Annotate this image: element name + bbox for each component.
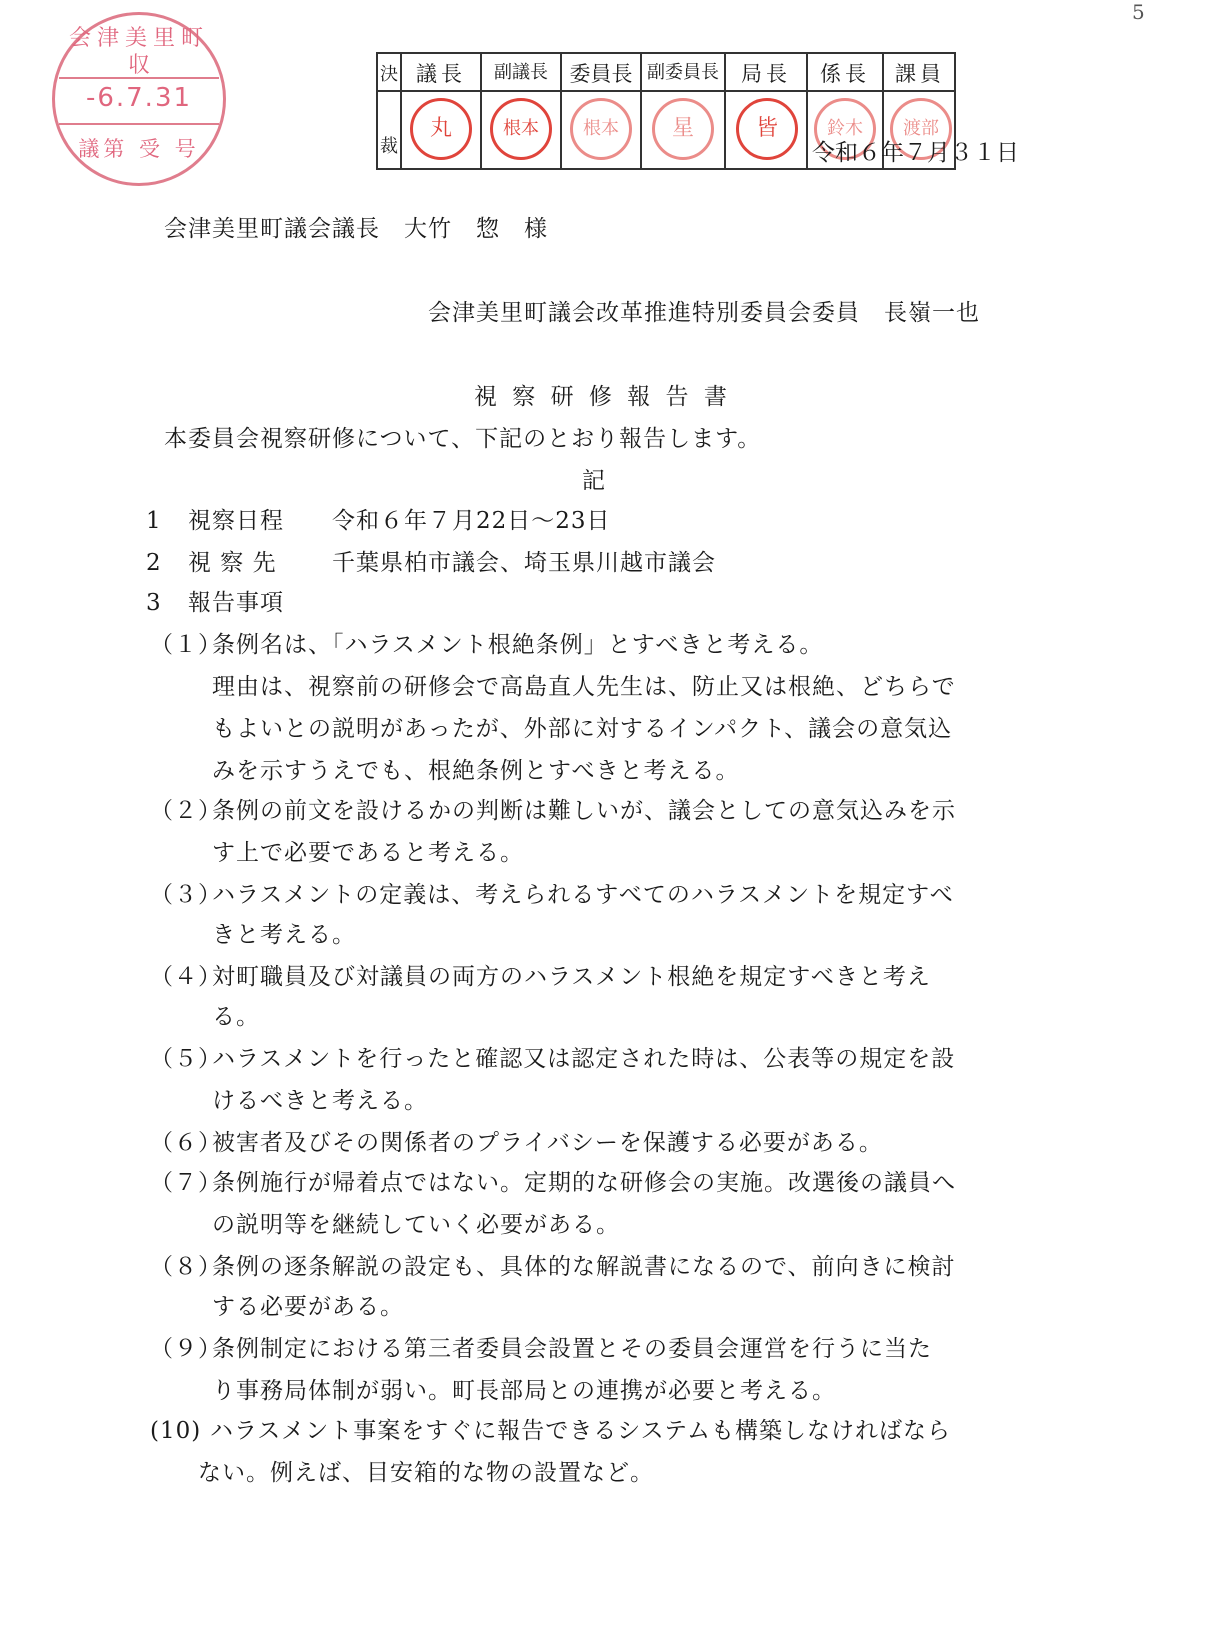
item-label: 視 察 先 <box>188 550 277 576</box>
report-line: る。 <box>212 1004 260 1030</box>
report-number: （８） <box>150 1254 222 1280</box>
report-line: ない。例えば、目安箱的な物の設置など。 <box>198 1460 654 1486</box>
report-line: り事務局体制が弱い。町長部局との連携が必要と考える。 <box>212 1378 836 1404</box>
item-number: 3 <box>146 590 162 616</box>
report-line: す上で必要であると考える。 <box>212 840 524 866</box>
report-line: けるべきと考える。 <box>212 1088 428 1114</box>
report-line: 条例施行が帰着点ではない。定期的な研修会の実施。改選後の議員へ <box>212 1170 956 1196</box>
item-number: 1 <box>146 508 162 534</box>
corner-page-mark: 5 <box>1132 0 1145 24</box>
ki-heading: 記 <box>582 468 606 494</box>
approval-col-fukuiincho <box>640 54 724 170</box>
intro-text: 本委員会視察研修について、下記のとおり報告します。 <box>164 426 762 452</box>
report-line: 条例の前文を設けるかの判断は難しいが、議会としての意気込みを示 <box>212 798 956 824</box>
report-line: の説明等を継続していく必要がある。 <box>212 1212 620 1238</box>
report-line: もよいとの説明があったが、外部に対するインパクト、議会の意気込 <box>212 716 953 742</box>
approval-side-top: 決 <box>380 64 398 85</box>
approval-seal: 渡部 <box>890 98 952 160</box>
report-line: 被害者及びその関係者のプライバシーを保護する必要がある。 <box>212 1130 883 1156</box>
approval-col-label: 係長 <box>820 62 870 86</box>
item-number: 2 <box>146 550 162 576</box>
addressee: 会津美里町議会議長 大竹 惣 様 <box>164 216 548 242</box>
approval-col-label: 局長 <box>741 62 791 86</box>
report-number: （６） <box>150 1130 222 1156</box>
approval-seal: 星 <box>652 98 714 160</box>
approval-seal: 鈴木 <box>814 98 876 160</box>
report-line: する必要がある。 <box>212 1294 404 1320</box>
approval-col-label: 課員 <box>895 62 945 86</box>
approval-col-fukugicho <box>480 54 560 170</box>
approval-side-bottom: 裁 <box>380 136 398 157</box>
report-number: （１） <box>150 632 222 658</box>
report-line: 対町職員及び対議員の両方のハラスメント根絶を規定すべきと考え <box>212 964 931 990</box>
approval-col-label: 副議長 <box>494 62 548 83</box>
report-line: 条例制定における第三者委員会設置とその委員会運営を行うに当た <box>212 1336 932 1362</box>
report-line: ハラスメントを行ったと確認又は認定された時は、公表等の規定を設 <box>212 1046 956 1072</box>
approval-col-gicho <box>400 54 480 170</box>
approval-seal: 皆 <box>736 98 798 160</box>
approval-col-kyokucho <box>724 54 806 170</box>
item-value: 令和６年７月22日～23日 <box>332 508 611 534</box>
document-date: 令和６年７月３１日 <box>812 140 1019 166</box>
approval-col-label: 副委員長 <box>647 62 719 83</box>
approval-seal: 丸 <box>410 98 472 160</box>
report-number: （５） <box>150 1046 222 1072</box>
received-stamp-date: -6.7.31 <box>85 83 193 113</box>
report-line: ハラスメントの定義は、考えられるすべてのハラスメントを規定すべ <box>212 882 954 908</box>
report-number: （２） <box>150 798 222 824</box>
report-number: （４） <box>150 964 222 990</box>
approval-col-label: 議長 <box>416 62 466 86</box>
report-number: （９） <box>150 1336 222 1362</box>
item-value: 千葉県柏市議会、埼玉県川越市議会 <box>332 550 716 576</box>
approval-seal: 根本 <box>570 98 632 160</box>
received-stamp-rule-top <box>59 77 219 79</box>
report-line: 条例の逐条解説の設定も、具体的な解説書になるので、前向きに検討 <box>212 1254 956 1280</box>
document-title: 視 察 研 修 報 告 書 <box>474 384 731 410</box>
received-stamp-number: 議第 受 号 <box>78 137 200 161</box>
report-number: （３） <box>150 882 222 908</box>
report-number: （７） <box>150 1170 222 1196</box>
approval-seal: 根本 <box>490 98 552 160</box>
received-stamp-rule-bottom <box>59 123 219 125</box>
item-label: 報告事項 <box>188 590 284 616</box>
approval-col-label: 委員長 <box>569 62 633 86</box>
sender: 会津美里町議会改革推進特別委員会委員 長嶺一也 <box>428 300 980 326</box>
report-line: 条例名は、「ハラスメント根絶条例」とすべきと考える。 <box>212 632 824 658</box>
report-line: 理由は、視察前の研修会で高島直人先生は、防止又は根絶、どちらで <box>212 674 956 700</box>
report-line: みを示すうえでも、根絶条例とすべきと考える。 <box>212 758 740 784</box>
report-number: (10) <box>150 1418 202 1444</box>
received-stamp-town: 会津美里町 <box>68 26 209 51</box>
report-line: ハラスメント事案をすぐに報告できるシステムも構築しなければなら <box>210 1418 952 1444</box>
report-line: きと考える。 <box>212 922 356 948</box>
approval-col-iincho <box>560 54 640 170</box>
item-label: 視察日程 <box>188 508 284 534</box>
received-stamp <box>52 12 226 186</box>
received-stamp-mark: 収 <box>127 53 150 78</box>
